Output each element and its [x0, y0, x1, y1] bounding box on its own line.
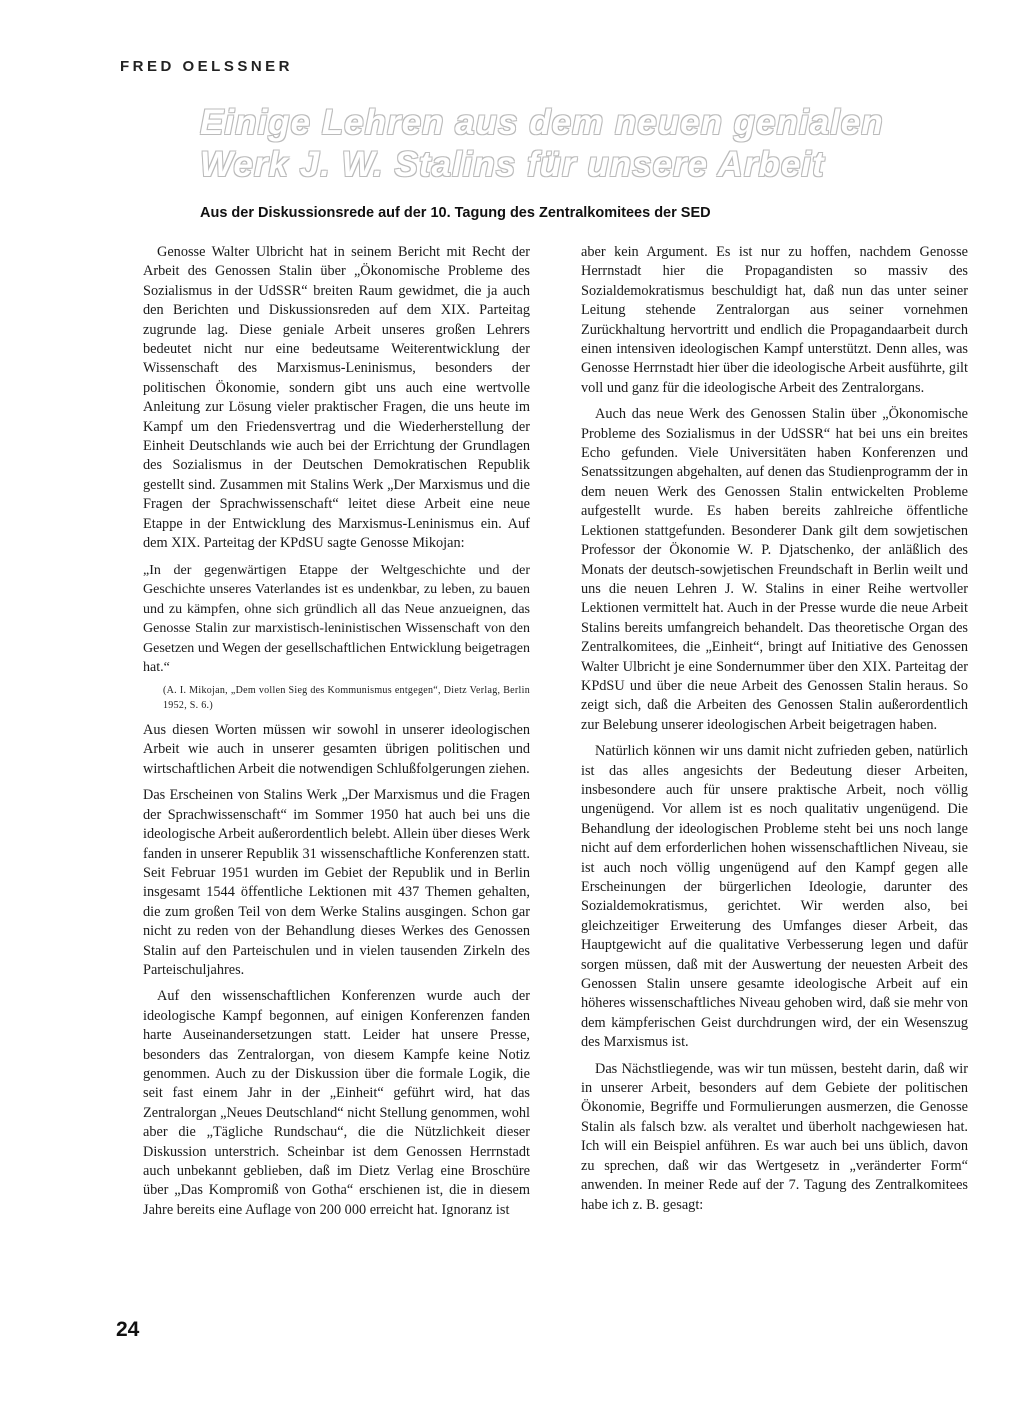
paragraph: Natürlich können wir uns damit nicht zufrieden geben, natürlich ist das alles angesichts der Bedeutung dieser Arbeiten, insbesondere auch für unsere praktische Arbeit, noch völlig ungenügend. Vor allem ist es noch qualitativ ungenügend. Die Behandlung der ideologischen Probleme steht bei uns noch lange nicht auf dem erforderlichen hohen wissenschaftlichen Niveau, sie ist auch noch völlig ungenügend auf den Kampf gegen alle Erscheinungen der bürgerlichen Ideologie, darunter des Sozialdemokratismus, gerichtet. Wir werden also, bei gleichzeitiger Erweiterung des Umfanges dieser Arbeit, das Hauptgewicht auf die qualitative Verbesserung legen und dafür sorgen müssen, daß mit der Auswertung der neuesten Arbeit des Genossen Stalin unsere gesamte ideologische Arbeit auf ein höheres wissenschaftliches Niveau gehoben wird, daß sie mehr von dem kämpferischen Geist durchdrungen wird, der ein Wesenszug des Marxismus ist.: [581, 743, 968, 1051]
title-line-2: Werk J. W. Stalins für unsere Arbeit: [200, 145, 825, 184]
article-subtitle: Aus der Diskussionsrede auf der 10. Tagung des Zentralkomitees der SED: [200, 205, 711, 221]
title-line-1: Einige Lehren aus dem neuen genialen: [200, 103, 884, 142]
paragraph: Das Erscheinen von Stalins Werk „Der Marxismus und die Fragen der Sprachwissenschaft“ im Sommer 1950 hat auch bei uns die ideologische Arbeit außerordentlich belebt. Allein über dieses Werk fanden in unserer Republik 31 wissenschaftliche Konferenzen statt. Seit Februar 1951 wurden im Gebiet der Republik und in Berlin insgesamt 1544 öffentliche Lektionen mit 437 Themen gehalten, die zum großen Teil von dem Werke Stalins ausgingen. Schon gar nicht zu reden von der Behandlung dieses Werkes des Genossen Stalin auf den Parteischulen und in vielen tausenden Zirkeln des Parteischuljahres.: [143, 787, 530, 978]
right-column: [581, 243, 968, 1222]
page-number: 24: [116, 1318, 140, 1341]
paragraph: aber kein Argument. Es ist nur zu hoffen, nachdem Genosse Herrnstadt hier die Propagandisten so massiv des Sozialdemokratismus beschuldigt hat, daß nun das unter seiner Leitung stehende Zentralorgan aus seiner vornehmen Zurückhaltung hervortritt und endlich die Propagandaarbeit durch einen intensiven ideologischen Kampf unterstützt. Denn alles, was Genosse Herrnstadt hier über die ideologische Arbeit ausführte, gilt voll und ganz für die ideologische Arbeit des Zentralorgans.: [581, 244, 968, 396]
left-column: [143, 243, 530, 1227]
paragraph: Aus diesen Worten müssen wir sowohl in unserer ideologischen Arbeit wie auch in unserer gesamten übrigen politischen und wirtschaftlichen Arbeit die notwendigen Schlußfolgerungen ziehen.: [143, 722, 530, 777]
quote-text: „In der gegenwärtigen Etappe der Weltgeschichte und der Geschichte unseres Vaterlandes ist es undenkbar, zu leben, zu bauen und zu kämpfen, ohne sich gründlich all das Neue anzueignen, das Genosse Stalin zur marxistisch-leninistischen Wissenschaft von den Gesetzen und Wegen der gesellschaftlichen Entwicklung beigetragen hat.“: [143, 562, 530, 676]
author-name: FRED OELSSNER: [120, 58, 294, 75]
paragraph: Genosse Walter Ulbricht hat in seinem Bericht mit Recht der Arbeit des Genossen Stalin über „Ökonomische Probleme des Sozialismus in der UdSSR“ breiten Raum gewidmet, die ja auch den Berichten und Diskussionsreden auf dem XIX. Parteitag zugrunde lag. Diese geniale Arbeit unseres großen Lehrers bedeutet nicht nur eine bedeutsame Weiterentwicklung der Wissenschaft des Marxismus-Leninismus, besonders der politischen Ökonomie, sondern gibt uns auch eine wertvolle Anleitung zur Lösung vieler praktischer Fragen, die uns heute im Kampf um den Friedensvertrag und die Wiederherstellung der Einheit Deutschlands wie auch bei der Errichtung der Grundlagen des Sozialismus in der Deutschen Demokratischen Republik gestellt sind. Zusammen mit Stalins Werk „Der Marxismus und die Fragen der Sprachwissenschaft“ leitet diese Arbeit eine neue Etappe in der Entwicklung des Marxismus-Leninismus ein. Auf dem XIX. Parteitag der KPdSU sagte Genosse Mikojan:: [143, 244, 530, 552]
paragraph: Das Nächstliegende, was wir tun müssen, besteht darin, daß wir in unserer Arbeit, besonders auf dem Gebiete der politischen Ökonomie, Begriffe und Formulierungen ausmerzen, die Genosse Stalin als falsch bzw. als veraltet und überholt nachgewiesen hat. Ich will ein Beispiel anführen. Es war auch bei uns üblich, davon zu sprechen, daß wir das Wertgesetz in „veränderter Form“ anwenden. In meiner Rede auf der 7. Tagung des Zentralkomitees habe ich z. B. gesagt:: [581, 1060, 968, 1213]
citation: (A. I. Mikojan, „Dem vollen Sieg des Kommunismus entgegen“, Dietz Verlag, Berlin 1952, S. 6.): [163, 685, 530, 711]
paragraph: Auch das neue Werk des Genossen Stalin über „Ökonomische Probleme des Sozialismus in der UdSSR“ hat bei uns ein breites Echo gefunden. Viele Universitäten haben Konferenzen und Senatssitzungen abgehalten, auf denen das Studienprogramm der in dem neuen Werk des Genossen Stalin entwickelten Probleme aufgestellt wurde. Es haben bereits zahlreiche öffentliche Lektionen stattgefunden. Besonderer Dank gilt dem sowjetischen Professor der Ökonomie W. P. Djatschenko, der anläßlich des Monats der deutsch-sowjetischen Freundschaft in Berlin weilt und uns die neuen Lehren J. W. Stalins in einer Reihe wertvoller Lektionen vermittelt hat. Auch in der Presse wurde die neue Arbeit Stalins bereits umfangreich behandelt. Das theoretische Organ des Zentralkomitees, die „Einheit“, bringt auf Initiative des Genossen Walter Ulbricht je eine Sondernummer über den XIX. Parteitag der KPdSU und über die neue Arbeit des Genossen Stalin heraus. So zeigt sich, daß die Arbeiten des Genossen Stalin außerordentlich zur Belebung unserer ideologischen Arbeit beigetragen haben.: [581, 406, 968, 733]
block-quote: [143, 561, 530, 679]
article-title: [200, 102, 980, 186]
paragraph: Auf den wissenschaftlichen Konferenzen wurde auch der ideologische Kampf begonnen, auf einigen Konferenzen fanden harte Auseinandersetzungen statt. Leider hat unsere Presse, besonders das Zentralorgan, von diesem Kampfe keine Notiz genommen. Auch zu der Diskussion über die formale Logik, die seit fast einem Jahr in der „Einheit“ geführt wird, hat das Zentralorgan „Neues Deutschland“ nicht Stellung genommen, wohl aber die „Tägliche Rundschau“, die die Nützlichkeit dieser Diskussion unterstrich. Scheinbar ist dem Genossen Herrnstadt auch unbekannt geblieben, daß im Dietz Verlag eine Broschüre über „Das Kompromiß von Gotha“ erschienen ist, die in diesem Jahre bereits eine Auflage von 200 000 erreicht hat. Ignoranz ist: [143, 988, 530, 1218]
